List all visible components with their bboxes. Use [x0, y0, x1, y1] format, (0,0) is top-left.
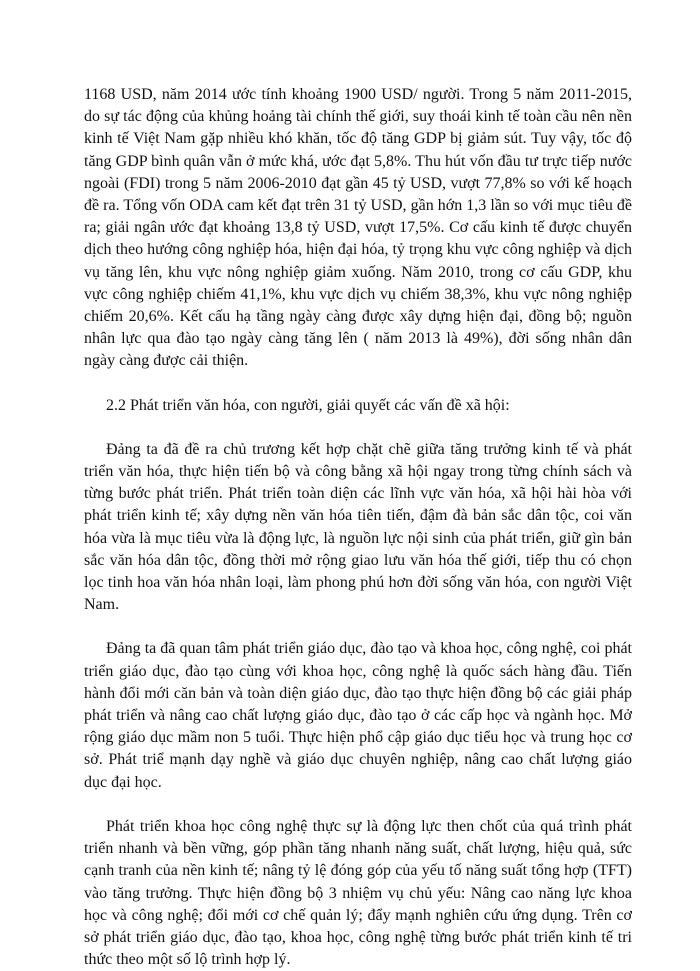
- document-page: [84, 84, 632, 971]
- paragraph-spacer: [84, 794, 632, 816]
- science-paragraph: Phát triển khoa học công nghệ thực sự là động lực then chốt của quá trình phát triển nhanh và bền vững, góp phần tăng nhanh năng suất, chất lượng, hiệu quả, sức cạnh tranh của nền kinh tế; nâng tỷ lệ đóng góp của yếu tố năng suất tổng hợp (TFT) vào tăng trưởng. Thực hiện đồng bộ 3 nhiệm vụ chủ yếu: Nâng cao năng lực khoa học và công nghệ; đổi mới cơ chế quản lý; đẩy mạnh nghiên cứu ứng dụng. Trên cơ sở phát triển giáo dục, đào tạo, khoa học, công nghệ từng bước phát triển kinh tế tri thức theo một số lộ trình hợp lý.: [84, 817, 632, 969]
- paragraph-spacer: [84, 417, 632, 439]
- culture-paragraph: Đảng ta đã đề ra chủ trương kết hợp chặt chẽ giữa tăng trưởng kinh tế và phát triển văn hóa, thực hiện tiến bộ và công bằng xã hội ngay trong từng chính sách và từng bước phát triển. Phát triển toàn diện các lĩnh vực văn hóa, xã hội hài hòa với phát triển kinh tế; xây dựng nền văn hóa tiên tiến, đậm đà bản sắc dân tộc, coi văn hóa vừa là mục tiêu vừa là động lực, là nguồn lực nội sinh của phát triển, giữ gìn bản sắc văn hóa dân tộc, đồng thời mở rộng giao lưu văn hóa thế giới, tiếp thu có chọn lọc tinh hoa văn hóa nhân loại, làm phong phú hơn đời sống văn hóa, con người Việt Nam.: [84, 440, 632, 614]
- paragraph-spacer: [84, 373, 632, 395]
- intro-paragraph: 1168 USD, năm 2014 ước tính khoảng 1900 USD/ người. Trong 5 năm 2011-2015, do sự tác động của khủng hoảng tài chính thế giới, suy thoái kinh tế toàn cầu nên nền kinh tế Việt Nam gặp nhiều khó khăn, tốc độ tăng GDP bị giảm sút. Tuy vậy, tốc độ tăng GDP bình quân vẫn ở mức khá, ước đạt 5,8%. Thu hút vốn đầu tư trực tiếp nước ngoài (FDI) trong 5 năm 2006-2010 đạt gần 45 tỷ USD, vượt 77,8% so với kế hoạch đề ra. Tổng vốn ODA cam kết đạt trên 31 tỷ USD, gần hớn 1,3 lần so với mục tiêu đề ra; giải ngân ước đạt khoảng 13,8 tỷ USD, vượt 17,5%. Cơ cấu kinh tế được chuyển dịch theo hướng công nghiệp hóa, hiện đại hóa, tỷ trọng khu vực công nghiệp và dịch vụ tăng lên, khu vực nông nghiệp giảm xuống. Năm 2010, trong cơ cấu GDP, khu vực công nghiệp chiếm 41,1%, khu vực dịch vụ chiếm 38,3%, khu vực nông nghiệp chiếm 20,6%. Kết cấu hạ tầng ngày càng được xây dựng hiện đại, đồng bộ; nguồn nhân lực qua đào tạo ngày càng tăng lên ( năm 2013 là 49%), đời sống nhân dân ngày càng được cải thiện.: [84, 86, 632, 370]
- education-paragraph: Đảng ta đã quan tâm phát triển giáo dục, đào tạo và khoa học, công nghệ, coi phát triển giáo dục, đào tạo cùng với khoa học, công nghệ là quốc sách hàng đầu. Tiến hành đổi mới căn bản và toàn diện giáo dục, đào tạo thực hiện đồng bộ các giải pháp phát triển và nâng cao chất lượng giáo dục, đào tạo ở các cấp học và ngành học. Mở rộng giáo dục mầm non 5 tuổi. Thực hiện phổ cập giáo dục tiểu học và trung học cơ sở. Phát triể mạnh dạy nghề và giáo dục chuyên nghiệp, nâng cao chất lượng giáo dục đại học.: [84, 640, 632, 791]
- paragraph-spacer: [84, 616, 632, 638]
- section-heading: 2.2 Phát triển văn hóa, con người, giải quyết các vấn đề xã hội:: [106, 396, 510, 414]
